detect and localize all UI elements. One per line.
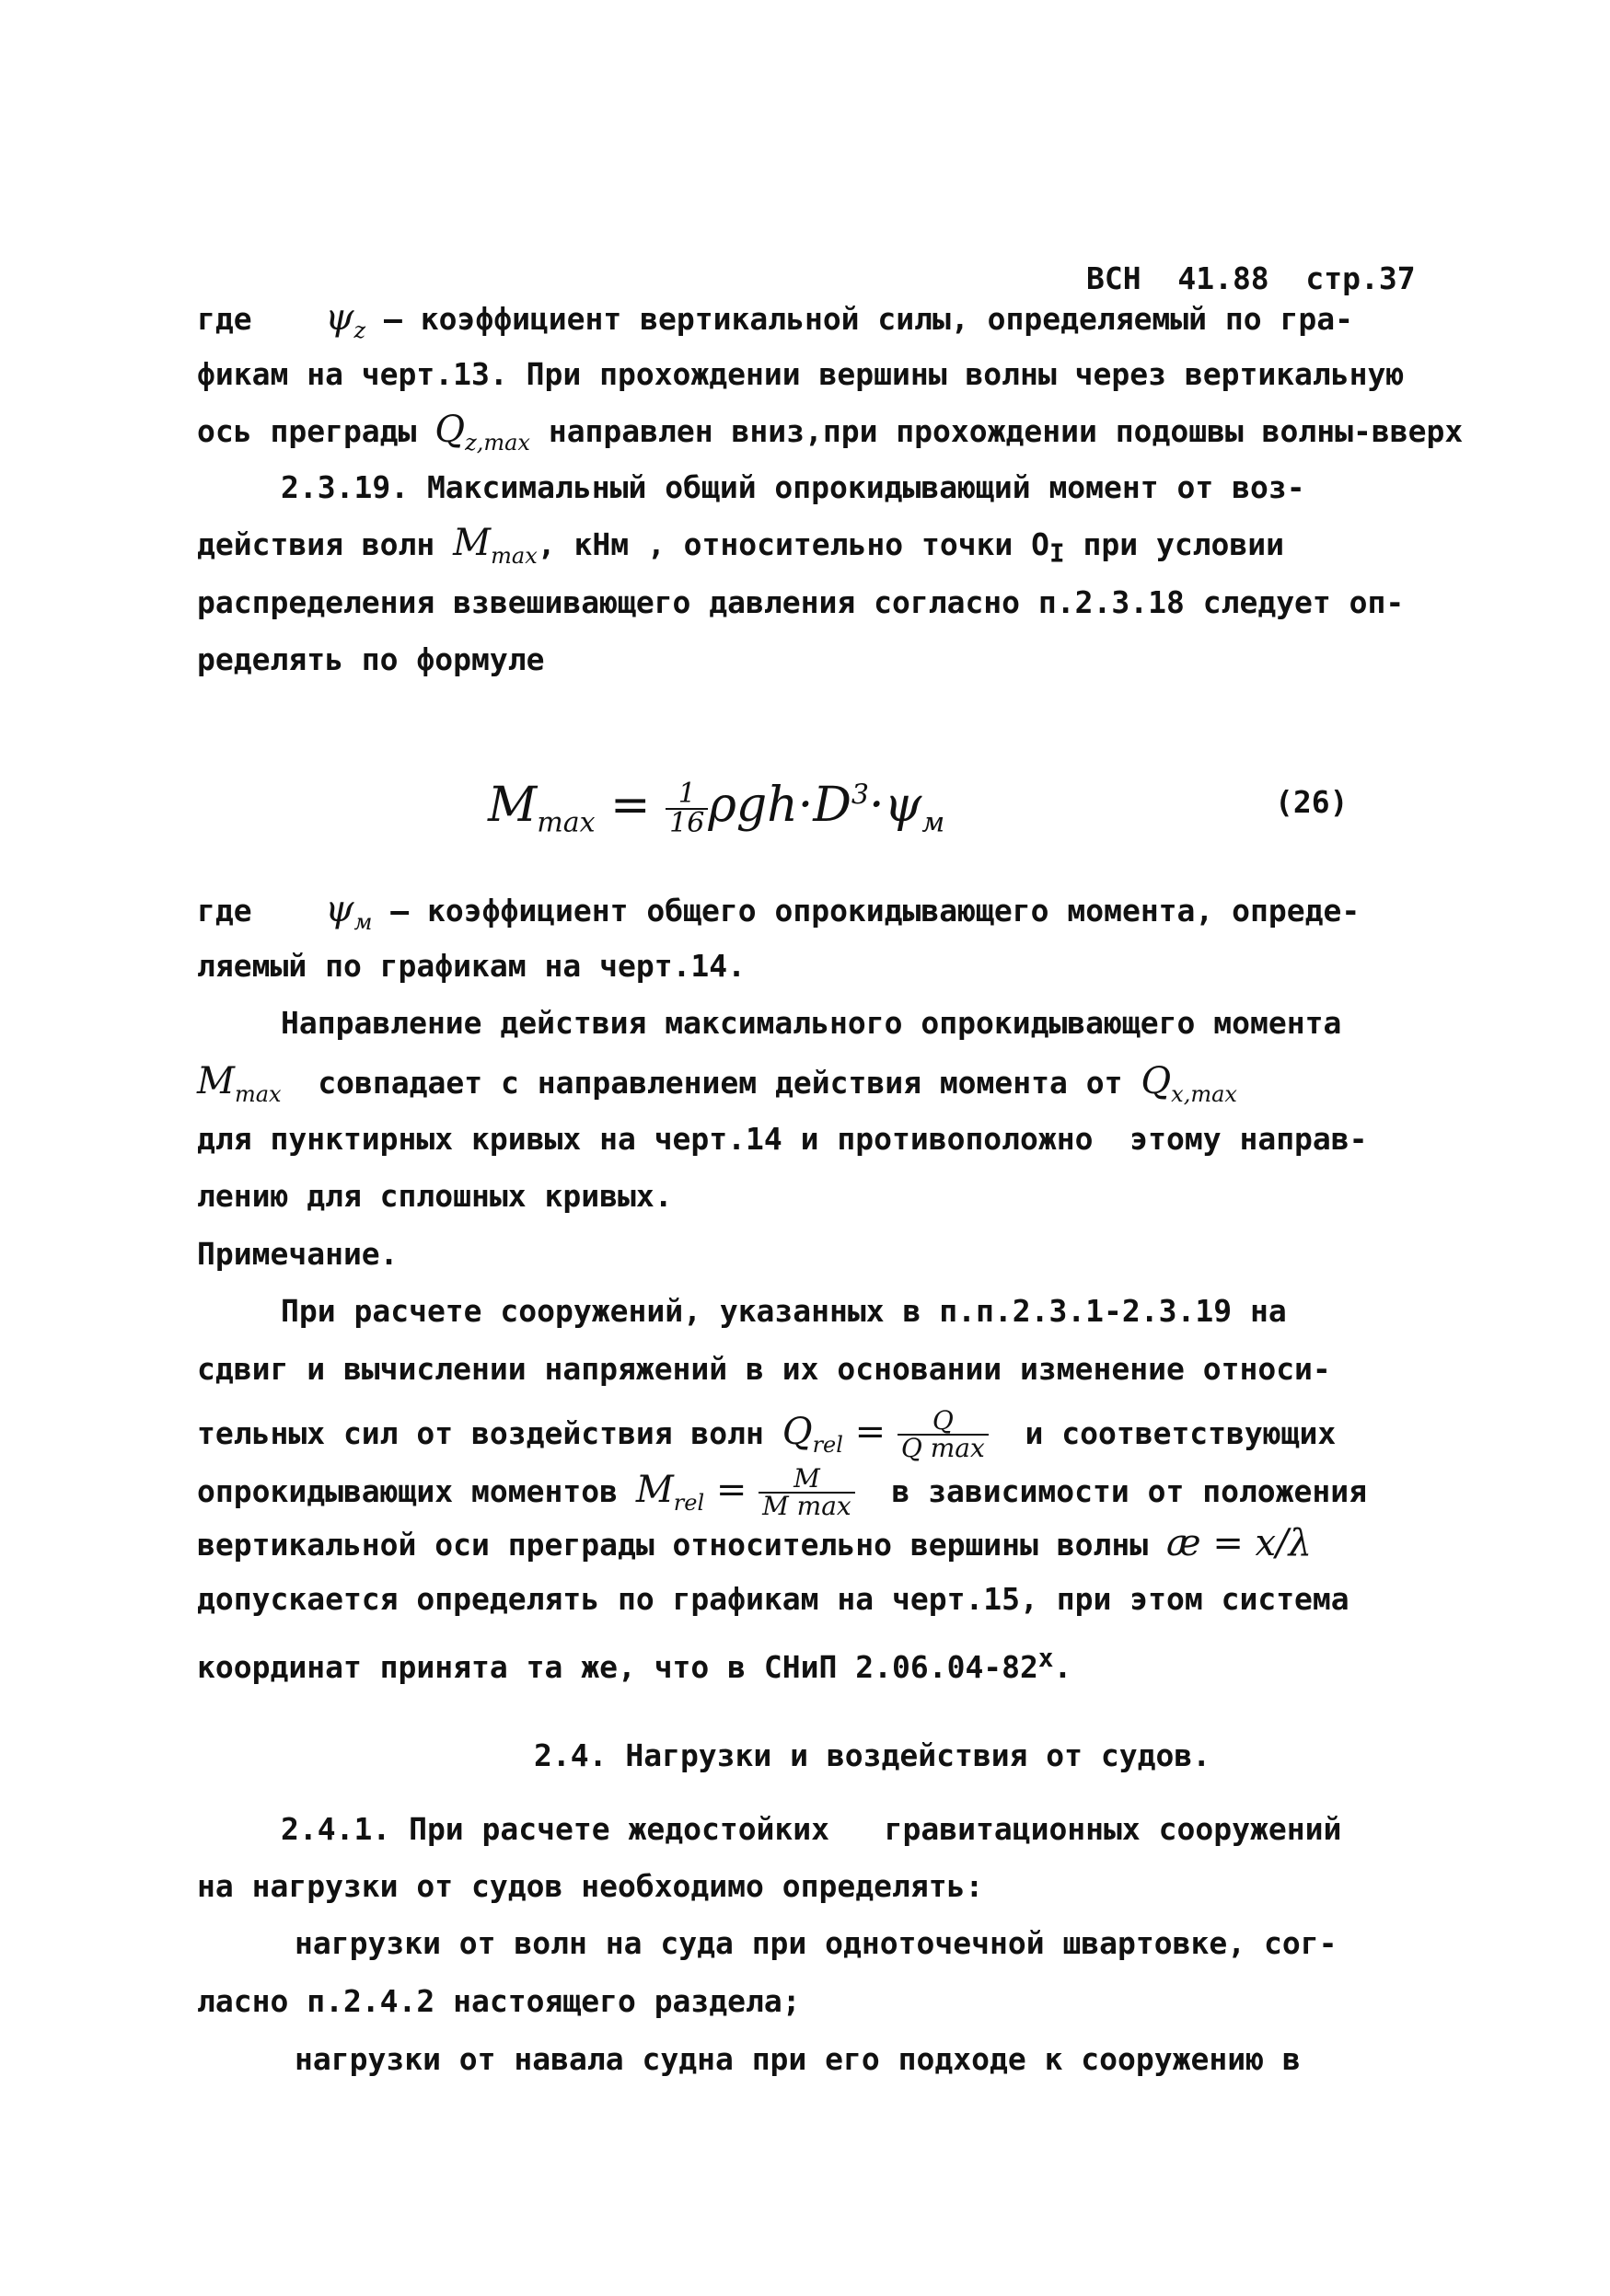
text: . xyxy=(1053,1649,1072,1685)
text-line: При расчете сооружений, указанных в п.п.2.3.1-2.3.19 на xyxy=(281,1293,1287,1329)
m-max-symbol: $M_{max}$ xyxy=(453,522,538,569)
text-line: для пунктирных кривых на черт.14 и противоположно этому направ- xyxy=(197,1121,1368,1157)
text: действия волн xyxy=(197,526,454,562)
text-line xyxy=(197,522,1285,574)
q-z-max-symbol: $Q_{z,max}$ xyxy=(434,409,530,456)
text-line xyxy=(197,1405,1337,1463)
note-heading: Примечание. xyxy=(197,1236,399,1272)
text: тельных сил от воздействия волн xyxy=(197,1415,782,1451)
text: опрокидывающих моментов xyxy=(197,1473,636,1509)
subscript: I xyxy=(1049,538,1065,569)
text-line xyxy=(197,1060,1237,1113)
word: где xyxy=(197,301,252,337)
text-line xyxy=(197,411,1463,461)
unit: , кНм xyxy=(537,526,630,562)
page-header: ВСН 41.88 стр.37 xyxy=(1086,260,1416,296)
equation-number: (26) xyxy=(1275,784,1349,820)
text: ось преграды xyxy=(197,413,435,449)
text-line xyxy=(197,1463,1368,1521)
fraction: $\frac{1}{16}$ xyxy=(666,780,708,837)
q-x-max-symbol: $Q_{x,max}$ xyxy=(1141,1060,1237,1107)
psi-z-symbol: $\psi_z$ xyxy=(325,296,366,343)
text: при условии xyxy=(1064,526,1285,562)
text-line: ласно п.2.4.2 настоящего раздела; xyxy=(197,1983,801,2019)
text: направлен вниз,при прохождении подошвы волны-вверх xyxy=(529,413,1464,449)
text-line: 2.4.1. При расчете жедостойких гравитационных сооружений xyxy=(281,1811,1342,1847)
q-rel-symbol: $Q_{rel}$ = $\frac{Q}{\text{Q max}}$ xyxy=(782,1411,989,1453)
psi-m-symbol: $\psi_м$ xyxy=(325,888,373,935)
text-line: фикам на черт.13. При прохождении вершины волны через вертикальную xyxy=(197,356,1405,392)
section-heading: 2.3.19. Максимальный общий опрокидывающий момент от воз- xyxy=(281,469,1305,505)
text-line xyxy=(197,1640,1071,1686)
formula-26: $M_{max}$ = $\frac{1}{16}$ $\rho gh\cdot D^3\cdot\psi_м$ xyxy=(488,777,945,839)
section-title: 2.4. Нагрузки и воздействия от судов. xyxy=(534,1737,1211,1773)
text-line xyxy=(197,888,1361,940)
text-line: сдвиг и вычислении напряжений в их основании изменение относи- xyxy=(197,1351,1331,1387)
list-item: нагрузки от навала судна при его подходе к сооружению в xyxy=(295,2041,1301,2077)
text: совпадает с направлением действия момента от xyxy=(281,1065,1141,1101)
m-rel-symbol: $M_{rel}$ = $\frac{M}{\text{M max}}$ xyxy=(636,1469,855,1511)
text: – коэффициент вертикальной силы, определяемый по гра- xyxy=(365,301,1353,337)
m-max-symbol: $M_{max}$ xyxy=(197,1060,282,1107)
text-line xyxy=(197,296,1353,349)
text-line xyxy=(197,1522,1312,1564)
text: координат принята та же, что в СНиП 2.06.04-82 xyxy=(197,1649,1038,1685)
text: в зависимости от положения xyxy=(854,1473,1368,1509)
text: вертикальной оси преграды относительно вершины волны xyxy=(197,1527,1166,1563)
text: – коэффициент общего опрокидывающего момента, опреде- xyxy=(372,893,1361,929)
word: где xyxy=(197,893,252,929)
text: и соответствующих xyxy=(988,1415,1337,1451)
text-line: лению для сплошных кривых. xyxy=(197,1178,673,1214)
text-line: на нагрузки от судов необходимо определять: xyxy=(197,1868,984,1904)
text-line: распределения взвешивающего давления согласно п.2.3.18 следует оп- xyxy=(197,584,1405,620)
text-line: допускается определять по графикам на черт.15, при этом система xyxy=(197,1581,1349,1617)
list-item: нагрузки от волн на суда при одноточечной швартовке, сог- xyxy=(295,1925,1338,1961)
text-line: ределять по формуле xyxy=(197,641,545,677)
text: , относительно точки O xyxy=(629,526,1050,562)
text-line: ляемый по графикам на черт.14. xyxy=(197,948,747,984)
text-line: Направление действия максимального опрокидывающего момента xyxy=(281,1005,1342,1041)
superscript: х xyxy=(1037,1644,1054,1673)
ae-ratio-formula: æ = x/λ xyxy=(1166,1522,1312,1564)
